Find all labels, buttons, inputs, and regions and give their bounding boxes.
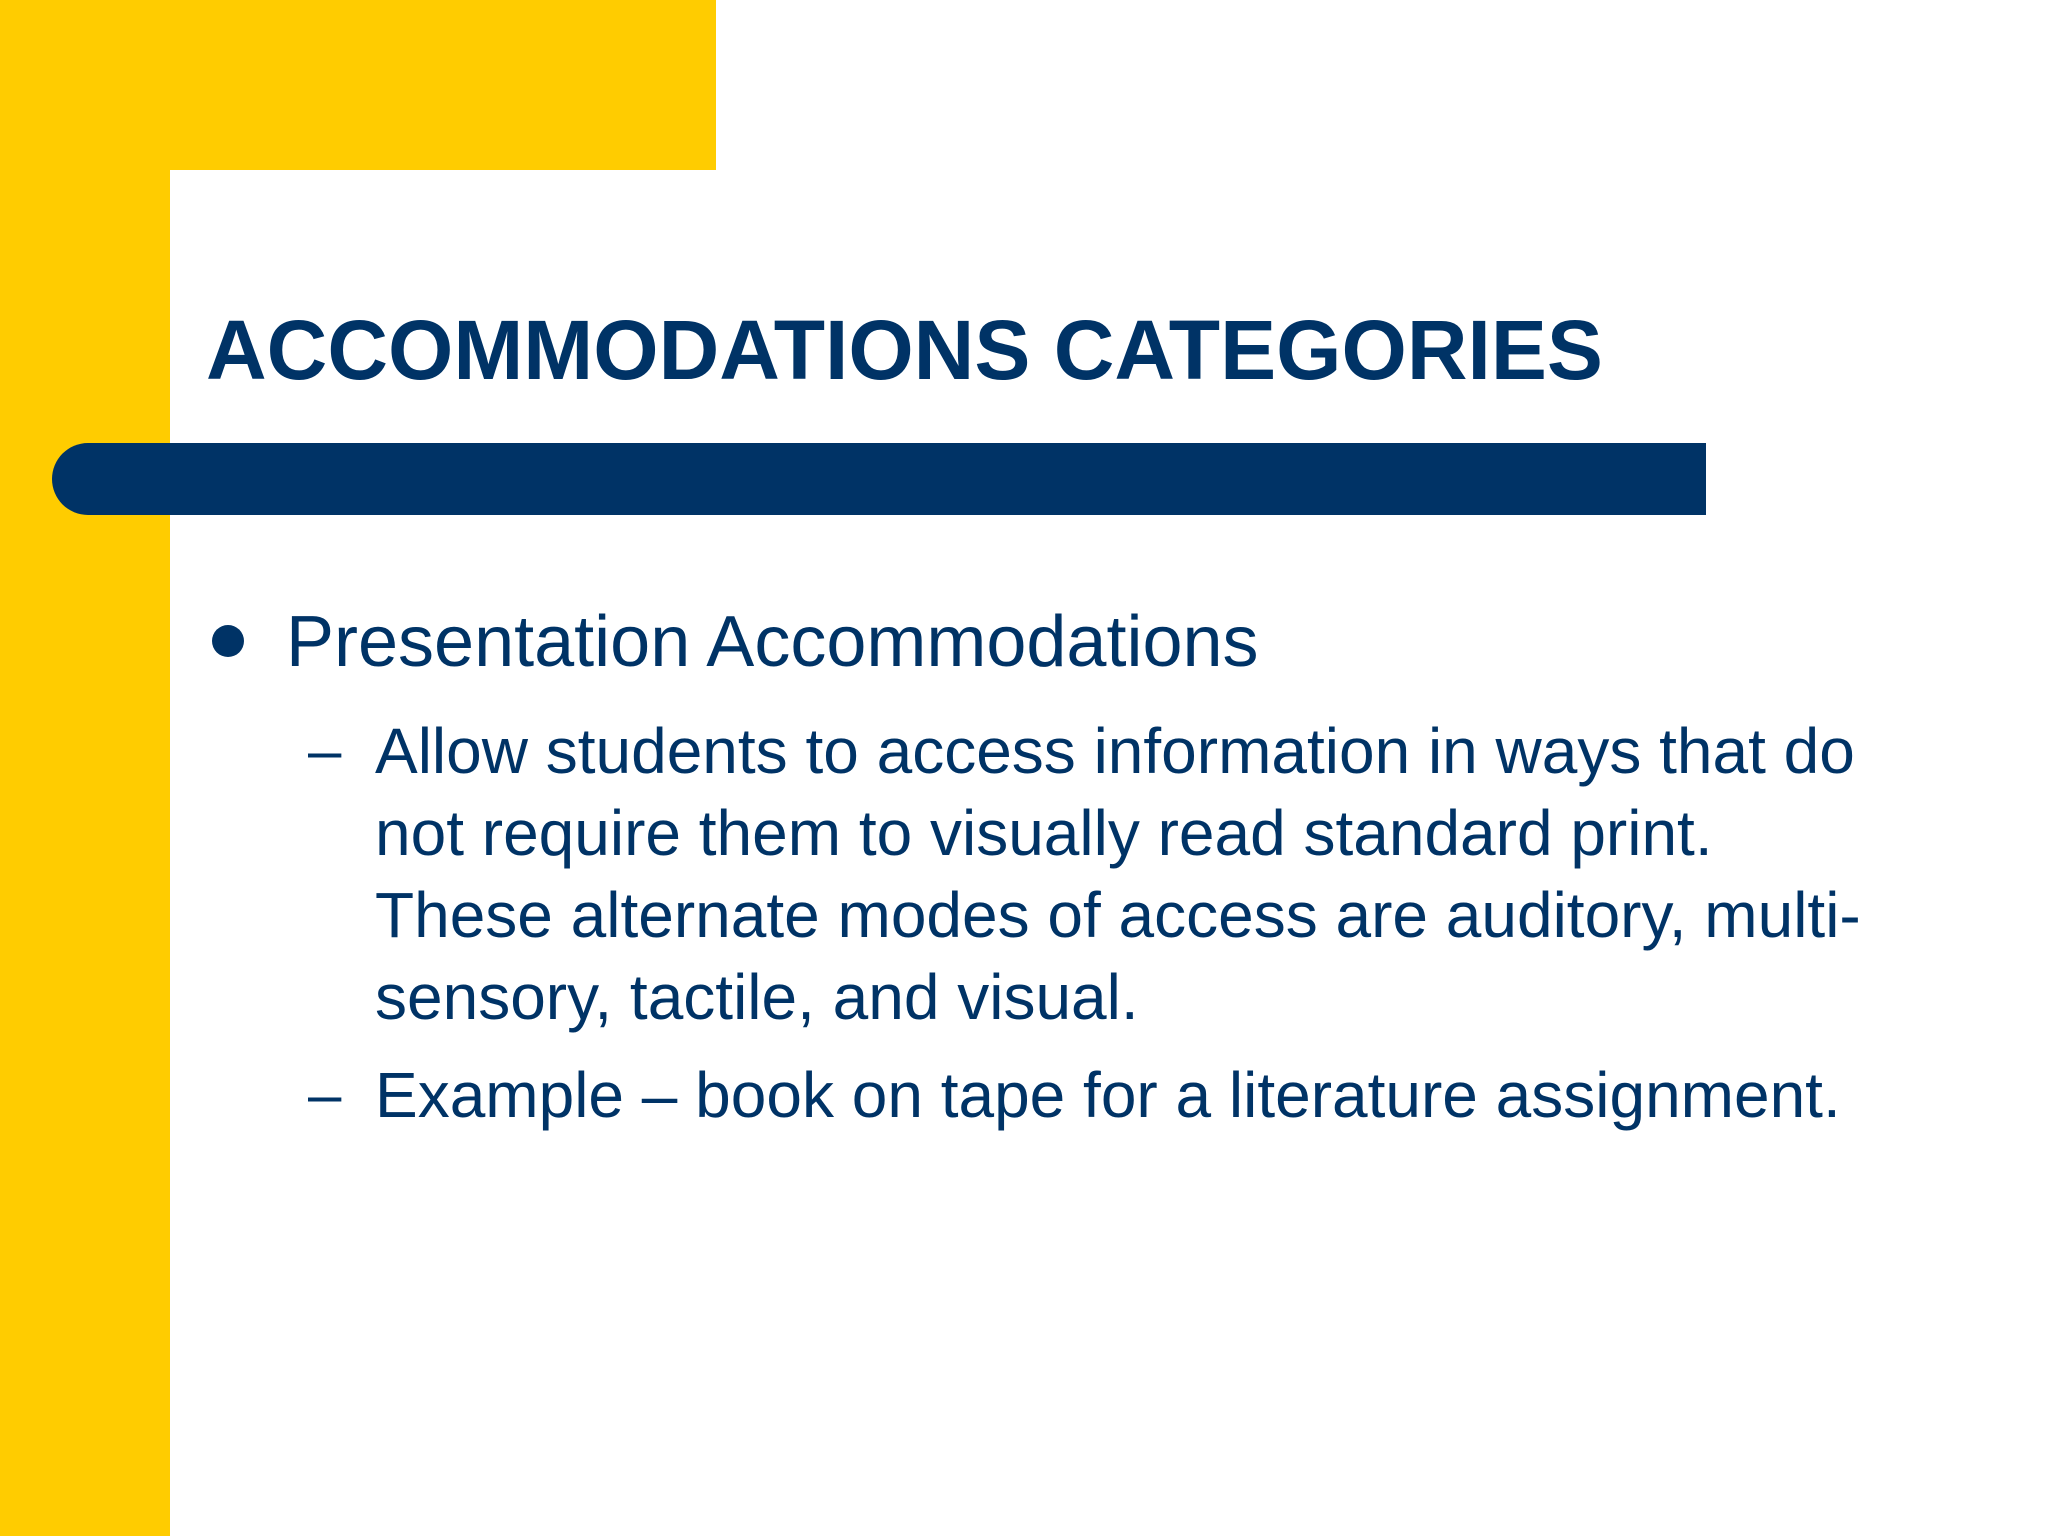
title-underline-bar <box>52 443 1706 515</box>
sub-bullet-description: Allow students to access information in ways that do not require them to visually read standard print. These alternate modes of access are auditory, multi-sensory, tactile, and visual. <box>375 715 1861 1033</box>
sub-bullet-dash-icon: – <box>308 717 342 784</box>
bullet-dot-icon <box>212 625 244 657</box>
slide-title: ACCOMMODATIONS CATEGORIES <box>206 303 1603 397</box>
yellow-top-band <box>0 0 716 170</box>
sub-bullet-example: Example – book on tape for a literature assignment. <box>375 1059 1841 1131</box>
sub-bullet-dash-icon: – <box>308 1061 342 1128</box>
yellow-side-band <box>0 0 170 1536</box>
bullet-presentation-accommodations: Presentation Accommodations <box>286 602 1259 682</box>
